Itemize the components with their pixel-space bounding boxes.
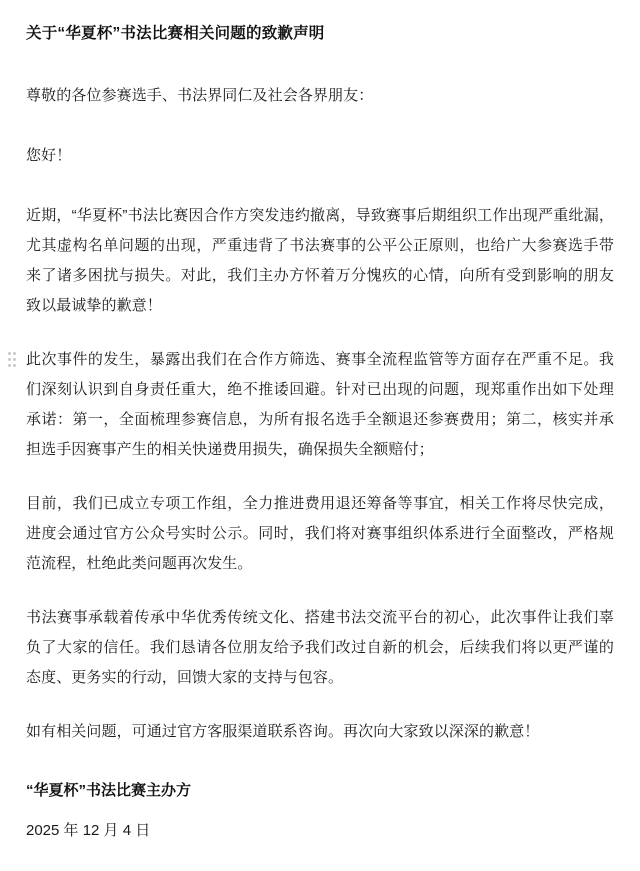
- document-date: 2025 年 12 月 4 日: [26, 822, 151, 840]
- spacer: [26, 747, 614, 777]
- salutation: 尊敬的各位参赛选手、书法界同仁及社会各界朋友：: [26, 86, 374, 104]
- document-title: 关于“华夏杯”书法比赛相关问题的致歉声明: [26, 25, 325, 42]
- handle-dot: [8, 364, 11, 367]
- spacer: [26, 171, 614, 201]
- handle-dot: [13, 358, 16, 361]
- spacer: [26, 579, 614, 603]
- spacer: [26, 321, 614, 345]
- spacer: [26, 465, 614, 489]
- paragraph-5: 如有相关问题，可通过官方客服渠道联系咨询。再次向大家致以深深的歉意！: [26, 722, 540, 740]
- drag-handle-icon[interactable]: [8, 352, 16, 370]
- handle-dot: [13, 364, 16, 367]
- handle-dot: [8, 352, 11, 355]
- paragraph-4: 书法赛事承载着传承中华优秀传统文化、搭建书法交流平台的初心，此次事件让我们辜负了大家的信任。我们恳请各位朋友给予我们改过自新的机会，后续我们将以更严谨的态度、更务实的行动，回馈大家的支持与包容。: [26, 608, 614, 686]
- signature: “华夏杯”书法比赛主办方: [26, 781, 192, 799]
- paragraph-1: 近期，“华夏杯”书法比赛因合作方突发违约撤离，导致赛事后期组织工作出现严重纰漏，尤其虚构名单问题的出现，严重违背了书法赛事的公平公正原则，也给广大参赛选手带来了诸多困扰与损失。对此，我们主办方怀着万分愧疚的心情，向所有受到影响的朋友致以最诚挚的歉意！: [26, 206, 614, 314]
- greeting: 您好！: [26, 146, 72, 164]
- spacer: [26, 47, 614, 81]
- spacer: [26, 111, 614, 141]
- paragraph-3: 目前，我们已成立专项工作组，全力推进费用退还筹备等事宜，相关工作将尽快完成，进度会通过官方公众号实时公示。同时，我们将对赛事组织体系进行全面整改，严格规范流程，杜绝此类问题再次发生。: [26, 494, 614, 572]
- spacer: [26, 805, 614, 817]
- paragraph-2: 此次事件的发生，暴露出我们在合作方筛选、赛事全流程监管等方面存在严重不足。我们深刻认识到自身责任重大，绝不推诿回避。针对已出现的问题，现郑重作出如下处理承诺：第一，全面梳理参赛信息，为所有报名选手全额退还参赛费用；第二，核实并承担选手因赛事产生的相关快递费用损失，确保损失全额赔付；: [26, 350, 614, 458]
- handle-dot: [13, 352, 16, 355]
- handle-dot: [8, 358, 11, 361]
- spacer: [26, 693, 614, 717]
